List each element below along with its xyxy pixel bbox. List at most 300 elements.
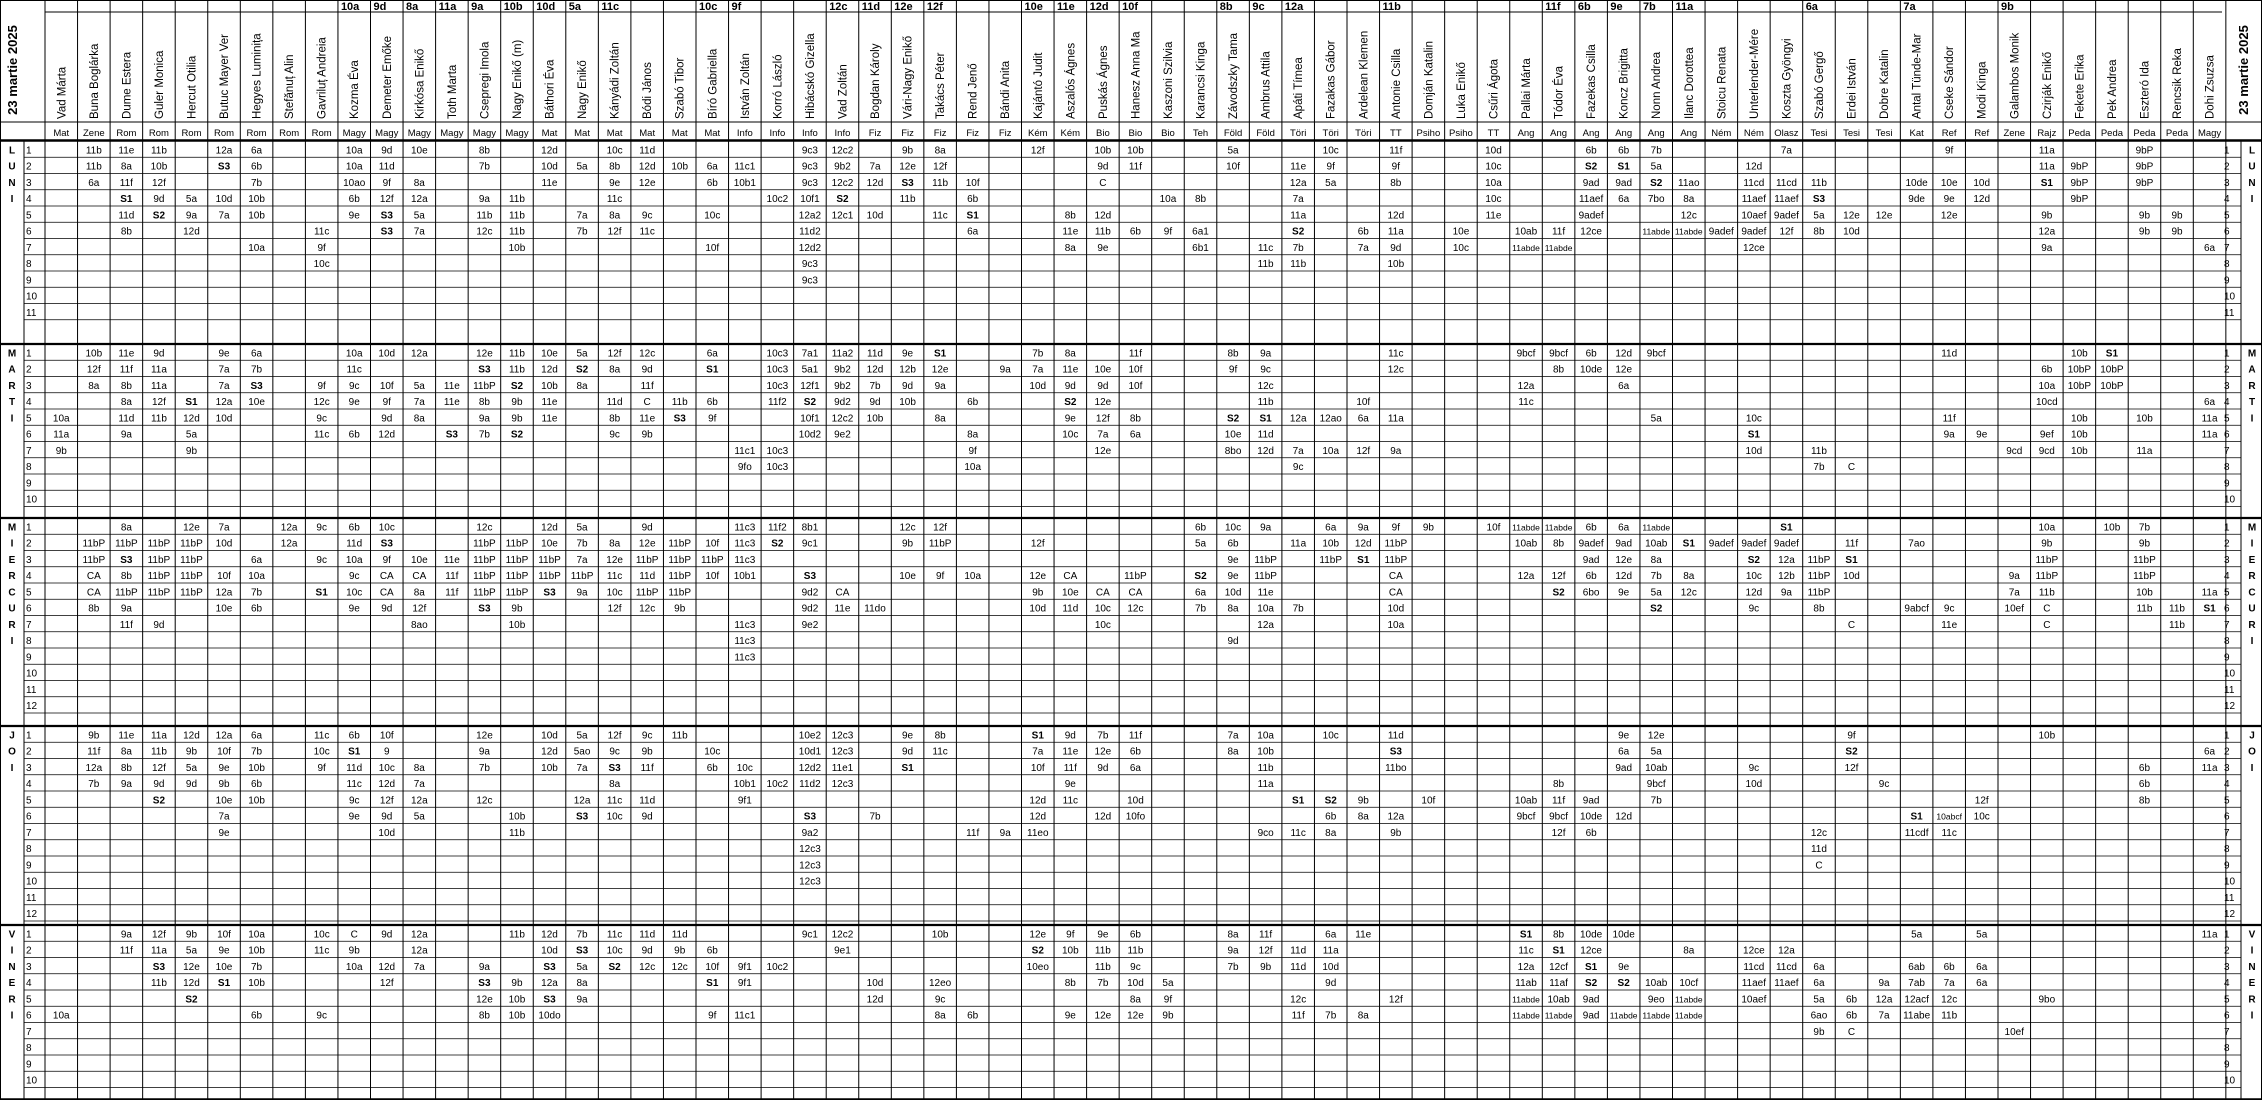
lesson-cell: 11c3 — [734, 538, 756, 550]
lesson-cell: 9a — [120, 429, 132, 441]
lesson-cell: 11b — [1257, 762, 1274, 774]
lesson-cell: 11a — [2136, 445, 2153, 457]
period-number: 7 — [26, 827, 32, 839]
lesson-cell: S1 — [315, 587, 328, 599]
lesson-cell: 12f — [151, 762, 166, 774]
lesson-cell: 11bP — [473, 587, 496, 599]
lesson-cell: S2 — [1747, 554, 1760, 566]
lesson-cell: 6a — [1618, 380, 1630, 392]
lesson-cell: 10e — [541, 348, 558, 360]
lesson-cell: 11abde — [1512, 1010, 1540, 1021]
lesson-cell: 10ab — [1645, 762, 1668, 774]
lesson-cell: 9f — [1163, 226, 1173, 238]
period-number: 3 — [2224, 380, 2230, 392]
day-letter: I — [10, 762, 14, 774]
lesson-cell: 11b — [1127, 945, 1144, 957]
lesson-cell: C — [2043, 603, 2051, 615]
lesson-cell: 11a — [1322, 945, 1339, 957]
lesson-cell: 10d — [866, 210, 884, 222]
lesson-cell: 12e — [638, 177, 656, 189]
lesson-cell: 9e — [1097, 242, 1109, 254]
lesson-cell: 9a — [120, 603, 132, 615]
homeroom-label: 11a — [438, 1, 457, 13]
lesson-cell: 6a — [1618, 746, 1630, 758]
subject-label: Peda — [2100, 128, 2124, 139]
lesson-cell: 7a — [576, 762, 588, 774]
lesson-cell: 10c — [1485, 194, 1502, 205]
lesson-cell: S1 — [1617, 161, 1630, 173]
lesson-cell: S2 — [1324, 795, 1337, 807]
lesson-cell: S1 — [1910, 811, 1923, 823]
lesson-cell: 9fo — [737, 462, 752, 473]
teacher-name: Hercut Otilia — [186, 55, 199, 119]
day-letter: I — [2250, 945, 2254, 957]
lesson-cell: 5a — [413, 210, 425, 222]
lesson-cell: 8a — [88, 380, 100, 392]
lesson-cell: S1 — [1682, 538, 1695, 550]
lesson-cell: 11f — [1063, 762, 1077, 774]
subject-label: Fiz — [868, 128, 882, 139]
lesson-cell: 11a — [1290, 538, 1307, 550]
lesson-cell: 8b — [1194, 194, 1207, 205]
period-number: 9 — [2224, 652, 2230, 664]
lesson-cell: 9a — [999, 364, 1011, 376]
lesson-cell: 8a — [1064, 348, 1076, 360]
period-number: 4 — [26, 194, 32, 205]
lesson-cell: 7a1 — [801, 348, 819, 360]
lesson-cell: 6b — [348, 194, 360, 205]
subject-label: Ang — [1550, 128, 1568, 139]
lesson-cell: 9e — [609, 177, 621, 189]
lesson-cell: 7b — [478, 762, 490, 774]
lesson-cell: S2 — [1617, 978, 1630, 989]
lesson-cell: 12f — [1095, 413, 1110, 425]
lesson-cell: 9ad — [1615, 762, 1633, 774]
lesson-cell: 12d — [1615, 571, 1633, 582]
lesson-cell: 9b — [185, 746, 198, 758]
lesson-cell: 10b — [508, 619, 526, 631]
lesson-cell: 12e — [931, 364, 949, 376]
lesson-cell: 12c — [476, 226, 493, 238]
lesson-cell: 9b — [218, 779, 230, 790]
lesson-cell: 9b — [348, 945, 360, 957]
lesson-cell: 10d — [1127, 978, 1144, 989]
lesson-cell: 8b — [120, 571, 132, 582]
subject-label: Info — [834, 128, 851, 139]
lesson-cell: 9d — [641, 945, 653, 957]
lesson-cell: 9b — [511, 397, 523, 408]
lesson-cell: S1 — [706, 364, 719, 376]
period-number: 11 — [2224, 307, 2235, 319]
subject-label: Ang — [1582, 128, 1600, 139]
lesson-cell: 11e — [541, 413, 558, 425]
lesson-cell: 9adef — [1741, 538, 1767, 550]
lesson-cell: 9ad — [1615, 538, 1633, 550]
lesson-cell: 11f — [1128, 161, 1143, 173]
lesson-cell: 9f — [968, 445, 977, 457]
period-number: 4 — [26, 571, 32, 582]
lesson-cell: 10f — [217, 571, 231, 582]
teacher-name: Toth Marta — [446, 64, 459, 119]
lesson-cell: 12f — [1258, 945, 1273, 957]
subject-label: Rom — [213, 128, 235, 139]
lesson-cell: 9e — [1227, 571, 1239, 582]
lesson-cell: 12c — [1941, 994, 1958, 1006]
lesson-cell: 10abcf — [1936, 811, 1962, 822]
lesson-cell: 5a — [1911, 929, 1923, 941]
lesson-cell: 6b — [967, 1010, 979, 1022]
lesson-cell: 9adef — [1773, 538, 1799, 550]
lesson-cell: 11a — [2201, 762, 2218, 774]
lesson-cell: 9b2 — [834, 364, 851, 376]
period-number: 3 — [26, 380, 32, 392]
lesson-cell: 11bP — [2035, 554, 2059, 566]
lesson-cell: 9b — [1422, 522, 1434, 534]
lesson-cell: 9d — [641, 522, 653, 534]
lesson-cell: 9f — [1391, 161, 1400, 173]
lesson-cell: 10e — [1094, 364, 1112, 376]
lesson-cell: 6b — [967, 194, 979, 205]
lesson-cell: 7b — [2138, 522, 2151, 534]
subject-label: Mat — [639, 128, 656, 139]
lesson-cell: 12e — [1647, 730, 1665, 742]
lesson-cell: 6b — [251, 603, 263, 615]
subject-label: Peda — [2165, 128, 2189, 139]
teacher-name: Szabó Gergő — [1813, 51, 1826, 119]
lesson-cell: 6b — [348, 730, 360, 742]
lesson-cell: 10b — [1127, 145, 1144, 157]
lesson-cell: 9a — [2008, 571, 2020, 582]
lesson-cell: 10c — [606, 945, 623, 957]
lesson-cell: 9d — [153, 194, 165, 205]
lesson-cell: 11f2 — [768, 522, 787, 534]
lesson-cell: 9b — [511, 978, 523, 989]
subject-label: Fiz — [998, 128, 1012, 139]
lesson-cell: 9adef — [1773, 210, 1799, 222]
day-letter: I — [10, 1010, 14, 1022]
teacher-name: Dohi Zsuzsa — [2204, 55, 2217, 119]
lesson-cell: 11b — [1257, 259, 1274, 270]
lesson-cell: 11abde — [1512, 994, 1540, 1005]
lesson-cell: 9f — [935, 571, 945, 582]
lesson-cell: S1 — [1585, 961, 1598, 973]
lesson-cell: 11bP — [505, 587, 529, 599]
lesson-cell: 10b — [2071, 445, 2088, 457]
homeroom-label: 12c — [829, 1, 848, 13]
lesson-cell: 7a — [413, 226, 425, 238]
lesson-cell: 11a — [150, 364, 167, 376]
lesson-cell: S2 — [1650, 603, 1663, 615]
period-number: 5 — [26, 994, 32, 1006]
lesson-cell: 12d2 — [798, 242, 822, 254]
lesson-cell: 6b — [1585, 827, 1597, 839]
lesson-cell: 12e — [606, 554, 623, 566]
lesson-cell: 11b — [1290, 259, 1307, 270]
lesson-cell: 11bP — [538, 571, 561, 582]
lesson-cell: 7b — [478, 429, 490, 441]
lesson-cell: 9d2 — [801, 587, 819, 599]
teacher-name: Pek Andrea — [2106, 59, 2119, 119]
lesson-cell: 9c — [934, 994, 946, 1006]
period-number: 7 — [2224, 445, 2230, 457]
lesson-cell: 12f — [1356, 445, 1371, 457]
lesson-cell: S1 — [2105, 348, 2119, 360]
period-number: 7 — [26, 445, 32, 457]
period-number: 12 — [26, 701, 38, 712]
lesson-cell: S2 — [1031, 945, 1044, 957]
lesson-cell: 7b — [251, 961, 263, 973]
lesson-cell: 9f — [1066, 929, 1075, 941]
subject-label: Magy — [407, 128, 431, 139]
period-number: 4 — [2224, 194, 2230, 205]
day-letter: I — [10, 194, 14, 205]
lesson-cell: 10a — [248, 571, 265, 582]
day-letter: V — [2248, 929, 2256, 941]
lesson-cell: 11abde — [1544, 242, 1573, 253]
period-number: 10 — [26, 1075, 38, 1087]
subject-label: Ang — [1517, 128, 1535, 139]
day-letter: M — [7, 348, 17, 360]
lesson-cell: 9a — [1260, 522, 1272, 534]
subject-label: TT — [1390, 128, 1402, 139]
lesson-cell: 10c — [606, 587, 623, 599]
lesson-cell: 6b — [1845, 994, 1858, 1006]
lesson-cell: 12c — [639, 348, 656, 360]
lesson-cell: 11abde — [1544, 522, 1573, 533]
lesson-cell: S2 — [1650, 177, 1663, 189]
lesson-cell: 11abde — [1544, 1010, 1573, 1021]
lesson-cell: 6b — [348, 429, 360, 441]
lesson-cell: 11e — [541, 397, 558, 408]
subject-label: Peda — [2133, 128, 2156, 139]
lesson-cell: 10e — [541, 538, 558, 550]
lesson-cell: 12e — [1615, 554, 1633, 566]
lesson-cell: 11cdf — [1904, 827, 1929, 839]
lesson-cell: 6a — [1129, 429, 1141, 441]
period-number: 8 — [26, 844, 32, 855]
lesson-cell: 7a — [1292, 194, 1304, 205]
lesson-cell: 9b — [1357, 795, 1369, 807]
lesson-cell: 6a — [706, 348, 718, 360]
lesson-cell: 12f — [1974, 795, 1989, 807]
period-number: 6 — [26, 811, 32, 823]
lesson-cell: 10de — [1580, 811, 1603, 823]
lesson-cell: 9abcf — [1904, 603, 1929, 615]
day-letter: L — [8, 145, 16, 157]
lesson-cell: 10d — [1224, 587, 1242, 599]
lesson-cell: 11bP — [1807, 587, 1831, 599]
teacher-name: Galambos Monik — [2009, 32, 2022, 119]
period-number: 12 — [26, 909, 38, 920]
lesson-cell: 12a — [280, 538, 298, 550]
lesson-cell: 10a — [345, 145, 363, 157]
teacher-name: Koncz Brigitta — [1618, 48, 1631, 119]
lesson-cell: CA — [86, 587, 101, 599]
lesson-cell: 11c — [346, 364, 362, 376]
lesson-cell: 10e — [899, 571, 916, 582]
period-number: 1 — [2224, 730, 2230, 742]
lesson-cell: 9bP — [2135, 161, 2154, 173]
lesson-cell: 7a — [218, 380, 230, 392]
lesson-cell: 10a — [345, 554, 363, 566]
teacher-name: Dume Estera — [121, 51, 134, 119]
lesson-cell: 9d2 — [834, 397, 851, 408]
lesson-cell: 10c — [606, 811, 623, 823]
lesson-cell: 11abe — [1903, 1010, 1931, 1022]
lesson-cell: 11b — [85, 145, 102, 157]
lesson-cell: 7a — [869, 161, 881, 173]
period-number: 9 — [26, 1059, 32, 1071]
lesson-cell: 9b2 — [834, 380, 851, 392]
lesson-cell: 6b — [967, 397, 979, 408]
lesson-cell: 12d — [541, 145, 558, 157]
lesson-cell: 11b — [508, 226, 525, 238]
period-number: 8 — [2224, 844, 2230, 855]
lesson-cell: 11e — [1290, 161, 1307, 173]
lesson-cell: 9a — [1390, 445, 1402, 457]
lesson-cell: 10do — [538, 1010, 561, 1022]
lesson-cell: 12c — [313, 397, 330, 408]
lesson-cell: 6a — [1618, 194, 1630, 205]
lesson-cell: 5a1 — [801, 364, 819, 376]
lesson-cell: 10bP — [2100, 380, 2124, 392]
day-letter: L — [2248, 145, 2256, 157]
lesson-cell: 10de — [1580, 929, 1603, 941]
lesson-cell: 10b — [2071, 348, 2088, 360]
lesson-cell: 12f — [933, 161, 948, 173]
lesson-cell: S3 — [380, 538, 393, 550]
lesson-cell: 11d — [1941, 348, 1958, 360]
teacher-name: Vad Márta — [56, 66, 69, 119]
period-number: 2 — [26, 364, 32, 376]
lesson-cell: 11c3 — [734, 522, 756, 534]
lesson-cell: 5a — [1162, 978, 1174, 989]
period-number: 4 — [26, 978, 32, 989]
lesson-cell: 9d — [1390, 242, 1402, 254]
lesson-cell: 10a — [248, 929, 265, 941]
lesson-cell: S2 — [510, 429, 524, 441]
teacher-name: Czirják Enikő — [2041, 51, 2054, 119]
lesson-cell: 11bP — [147, 571, 171, 582]
lesson-cell: 12a — [410, 945, 428, 957]
lesson-cell: 10f — [705, 242, 720, 254]
lesson-cell: 7b — [1227, 961, 1239, 973]
lesson-cell: 10d — [541, 161, 558, 173]
lesson-cell: 9e — [1618, 730, 1630, 742]
lesson-cell: 11f — [1259, 929, 1273, 941]
lesson-cell: 9a — [1260, 348, 1272, 360]
lesson-cell: 9c — [316, 413, 327, 425]
period-number: 2 — [2224, 161, 2230, 173]
lesson-cell: 11abde — [1512, 242, 1540, 253]
lesson-cell: S3 — [152, 961, 166, 973]
lesson-cell: 9co — [1257, 827, 1274, 839]
subject-label: Fiz — [933, 128, 947, 139]
lesson-cell: 11abde — [1642, 226, 1671, 237]
lesson-cell: 9a — [999, 827, 1011, 839]
period-number: 7 — [2224, 827, 2230, 839]
lesson-cell: 11bP — [82, 554, 106, 566]
teacher-name: Bíró Gabriella — [707, 48, 720, 119]
lesson-cell: 9b — [902, 538, 914, 550]
period-number: 6 — [26, 603, 32, 615]
lesson-cell: 10b — [248, 945, 265, 957]
lesson-cell: 12a — [1289, 413, 1307, 425]
lesson-cell: 12f — [379, 795, 394, 807]
lesson-cell: 7b — [1650, 795, 1662, 807]
lesson-cell: 9a — [478, 194, 490, 205]
lesson-cell: 9e — [1976, 429, 1988, 441]
teacher-name: Puskás Ágnes — [1097, 45, 1110, 119]
lesson-cell: 11f — [1128, 730, 1143, 742]
lesson-cell: 8a — [1227, 929, 1239, 941]
subject-label: Ang — [1680, 128, 1698, 139]
lesson-cell: 5a — [185, 429, 198, 441]
day-letter: M — [2247, 522, 2257, 534]
lesson-cell: 11bP — [180, 554, 203, 566]
lesson-cell: 12d — [541, 929, 558, 941]
lesson-cell: 7a — [1032, 364, 1044, 376]
lesson-cell: 7b — [1097, 978, 1109, 989]
lesson-cell: CA — [1095, 587, 1110, 599]
subject-label: Magy — [342, 128, 366, 139]
period-number: 7 — [2224, 242, 2230, 254]
period-number: 3 — [26, 762, 32, 774]
day-letter: E — [2248, 554, 2256, 566]
lesson-cell: 12d — [866, 994, 884, 1006]
lesson-cell: 12d — [541, 364, 558, 376]
subject-label: Rom — [116, 128, 137, 139]
lesson-cell: 10c — [1322, 730, 1339, 742]
lesson-cell: 7b — [1650, 145, 1662, 157]
period-number: 2 — [26, 538, 32, 550]
lesson-cell: 11b — [671, 730, 688, 742]
lesson-cell: S1 — [217, 978, 231, 989]
lesson-cell: 9e — [348, 811, 360, 823]
lesson-cell: 9f — [382, 177, 391, 189]
lesson-cell: 9b — [641, 746, 653, 758]
lesson-cell: 10c3 — [766, 348, 789, 360]
lesson-cell: 9d — [381, 413, 393, 425]
lesson-cell: 10d — [1029, 603, 1047, 615]
teacher-name: Ardelean Klemen — [1358, 30, 1371, 119]
subject-label: Mat — [53, 128, 70, 139]
subject-label: Info — [801, 128, 818, 139]
lesson-cell: 11f — [119, 177, 133, 189]
lesson-cell: 11c1 — [734, 161, 756, 173]
lesson-cell: 11b — [1810, 445, 1827, 457]
subject-label: Zene — [82, 128, 105, 139]
lesson-cell: 11bP — [570, 571, 594, 582]
lesson-cell: 9e — [218, 827, 230, 839]
homeroom-label: 9a — [471, 1, 484, 13]
lesson-cell: C — [643, 397, 651, 408]
lesson-cell: 12a — [573, 795, 591, 807]
lesson-cell: 11d — [867, 348, 884, 360]
lesson-cell: 6b — [706, 177, 718, 189]
day-letter: R — [2248, 619, 2256, 631]
lesson-cell: 9d — [641, 364, 653, 376]
lesson-cell: 10d — [1127, 795, 1144, 807]
lesson-cell: 12d — [1029, 811, 1047, 823]
homeroom-label: 12f — [926, 1, 943, 13]
lesson-cell: 9f — [317, 380, 326, 392]
day-letter: T — [8, 397, 16, 408]
lesson-cell: S1 — [706, 978, 719, 989]
lesson-cell: 11bP — [1254, 571, 1277, 582]
lesson-cell: 7b — [1292, 603, 1304, 615]
lesson-cell: 6b — [2138, 762, 2151, 774]
